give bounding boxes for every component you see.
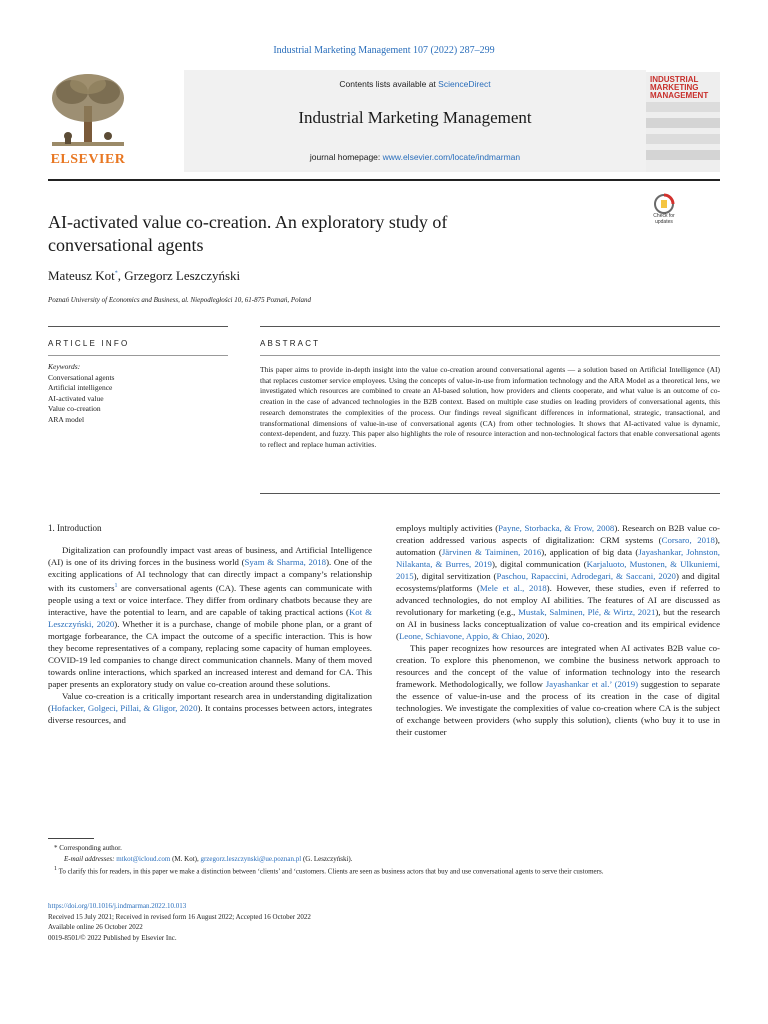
- header-rule: [48, 179, 720, 181]
- keyword-item: Value co-creation: [48, 404, 101, 413]
- journal-header: [48, 70, 720, 180]
- text-run: ). Whether it is a purchase, change of mobile phone plan, or a grant of mortgage forbearance, the CA impact the outcome of a specific interaction. This is how they become representatives of a company, replacing some capacity of human employees. COVID-19 led companies to change direct communication channels. Many of them moved towards online interactions, which sparked an increased interest and demand for CA. This paper presents an exploratory study on value co-creation around these solutions.: [48, 618, 372, 689]
- text-run: ).: [544, 631, 550, 641]
- author-list: [48, 268, 240, 284]
- journal-cover-thumbnail[interactable]: [646, 72, 720, 172]
- citation-link[interactable]: Leone, Schiavone, Appio, & Chiao, 2020: [398, 631, 545, 641]
- author-separator: ,: [117, 268, 125, 283]
- footnote-ref-link[interactable]: 1: [114, 583, 118, 589]
- citation-link[interactable]: Corsaro, 2018: [661, 535, 715, 545]
- citation-link[interactable]: Paschou, Rapaccini, Adrodegari, & Saccani, 2020: [496, 571, 676, 581]
- corresponding-author-mark[interactable]: *: [114, 270, 118, 277]
- homepage-prefix: journal homepage:: [309, 152, 383, 162]
- text-run: ), digital servitization (: [413, 571, 497, 581]
- text-run: Digitalization can profoundly impact vast areas of business, and Artificial Intelligence (AI) is one of its driving forces in the business world (: [48, 545, 372, 567]
- citation-link[interactable]: Jayashankar, Johnston, Nilakanta, & Burres, 2019: [396, 547, 720, 569]
- body-column-left: [48, 544, 372, 726]
- section-heading-introduction: 1. Introduction: [48, 523, 102, 533]
- email-link-kot[interactable]: mtkot@icloud.com: [116, 854, 171, 863]
- article-info-rule-top: [48, 326, 228, 327]
- journal-header-center: [184, 70, 646, 172]
- journal-title: Industrial Marketing Management: [298, 108, 532, 127]
- abstract-rule-top: [260, 326, 720, 327]
- footnote-1-mark: 1: [54, 866, 57, 872]
- elsevier-logo[interactable]: [48, 70, 128, 170]
- elsevier-tree-icon: [48, 70, 128, 152]
- text-run: ) and digital ecosystems/platforms (: [396, 571, 720, 593]
- check-updates-label: Check for updates: [653, 213, 675, 225]
- citation-link[interactable]: Mele et al., 2018: [479, 583, 547, 593]
- citation-link[interactable]: Kot & Leszczyński, 2020: [48, 606, 373, 629]
- available-online: Available online 26 October 2022: [48, 923, 143, 931]
- check-updates-icon: [646, 193, 682, 215]
- abstract-text: This paper aims to provide in-depth insight into the value co-creation around conversational agents — a solution based on Artificial Intelligence (AI) that replaces customer service employees. Using the concepts of value-in-use from information technology and the ARA Model as a theoretical lens, we investigated which resources are combined to create an AI-based solution, how providers and clients cooperate, and what value is an outcome of co-creation in the case of advanced technologies in the B2B context. Based on multiple case studies on leading providers of conversational agents, this research demonstrates the complexities of the process. Our findings reveal significant differences in informational, strategic, transactional, and transformational dimensions of value-in-use of conversational agents (CA) from other technologies. It shows that AI-activated value is dynamic, context-dependent, and fuzzy. This paper also highlights the role of resource interaction and non-technological factors that enable conversational agents to reflect and replace human activities.: [260, 365, 720, 449]
- article-title-line-2: conversational agents: [48, 235, 204, 255]
- doi-link[interactable]: https://doi.org/10.1016/j.indmarman.2022.10.013: [48, 902, 187, 910]
- publication-info: [48, 901, 720, 943]
- text-run: (G. Leszczyński).: [301, 854, 353, 863]
- citation-link[interactable]: Payne, Storbacka, & Frow, 2008: [498, 523, 615, 533]
- cover-title: INDUSTRIAL MARKETING MANAGEMENT: [650, 75, 709, 100]
- text-run: (M. Kot),: [170, 854, 201, 863]
- text-run: Corresponding author.: [57, 844, 122, 852]
- received-dates: Received 15 July 2021; Received in revised form 16 August 2022; Accepted 16 October 2022: [48, 912, 311, 921]
- text-run: ), application of big data (: [541, 547, 639, 557]
- body-column-right: [396, 522, 720, 738]
- text-run: ), but the research on AI in business lacks conceptualization of value co-creation and its empirical evidence (: [396, 607, 720, 641]
- email-label: E-mail addresses:: [64, 854, 117, 863]
- paragraph: [396, 522, 720, 642]
- copyright: 0019-8501/© 2022 Published by Elsevier Inc.: [48, 933, 177, 942]
- citation-link[interactable]: Mustak, Salminen, Plé, & Wirtz, 2021: [518, 607, 656, 617]
- text-run: are conversational agents (CA). These agents can communicate with people using a text or voice interface. They differ from ordinary chatbots because they are interactive, have the potential to learn, and are capable of taking practical actions (: [48, 582, 372, 617]
- elsevier-wordmark: ELSEVIER: [50, 152, 126, 167]
- cover-pattern-icon: [646, 98, 720, 172]
- citation-link[interactable]: Hofacker, Golgeci, Pillai, & Gligor, 2020: [50, 702, 198, 713]
- author-kot[interactable]: Mateusz Kot: [48, 268, 115, 283]
- article-title-line-1: AI-activated value co-creation. An exploratory study of: [48, 212, 448, 232]
- email-link-leszczynski[interactable]: grzegorz.leszczynski@ue.poznan.pl: [200, 854, 302, 863]
- text-run: ). However, these studies, even if referred to advanced technologies, do not employ AI abilities. The features of AI are discussed as revolutionary for marketing (e.g.,: [396, 583, 720, 617]
- citation-link[interactable]: Karjaluoto, Mustonen, & Ulkuniemi, 2015: [396, 559, 720, 581]
- text-run: employs multiply activities (: [396, 523, 499, 533]
- citation-link[interactable]: Järvinen & Taiminen, 2016: [441, 547, 542, 557]
- text-run: ), digital communication (: [491, 559, 587, 569]
- citation-link[interactable]: Syam & Sharma, 2018: [244, 557, 327, 567]
- keyword-item: ARA model: [48, 414, 85, 424]
- keyword-item: AI-activated value: [48, 393, 104, 403]
- footnote-rule: [48, 838, 94, 839]
- article-info-rule-mid: [48, 355, 228, 356]
- email-note: [48, 854, 720, 865]
- text-run: ), automation (: [396, 535, 720, 557]
- paragraph: [48, 690, 372, 726]
- text-run: suggestion to separate the essence of value-in-use and the process of its creation in the case of digital technologies. We investigate the complexities of value co-creation where CA is the subject of exchange between providers (who supply this solution), clients (who buy it to use in their customer: [396, 679, 721, 737]
- article-title: [48, 211, 608, 257]
- footnotes: [48, 843, 720, 877]
- text-run: Value co-creation is a critically important research area in understanding digitalization (: [48, 690, 372, 713]
- text-run: This paper recognizes how resources are integrated when AI activates B2B value co-creation. To explore this phenomenon, we combine the business network approach to resources and the concept of the value of information technology into the research framework. Methodologically, we follow: [396, 643, 720, 689]
- keyword-item: Conversational agents: [48, 372, 115, 382]
- keywords-block: [48, 362, 228, 425]
- paragraph: [396, 642, 720, 738]
- text-run: ). One of the exciting applications of AI technology that can directly impact a company’s relationship with its customers: [48, 557, 372, 593]
- author-leszczynski[interactable]: Grzegorz Leszczyński: [124, 268, 241, 283]
- abstract-rule-bottom: [260, 493, 720, 494]
- keyword-item: Artificial intelligence: [48, 383, 113, 392]
- article-info-heading: ARTICLE INFO: [48, 339, 130, 348]
- corresponding-author-note: [48, 843, 720, 854]
- text-run: ). Research on B2B value co-creation addressed various aspects of digitalization: CRM systems (: [396, 523, 720, 545]
- affiliation: Poznań University of Economics and Business, al. Niepodległości 10, 61-875 Poznań, Poland: [48, 296, 312, 304]
- check-for-updates-badge[interactable]: [646, 193, 682, 229]
- footnote-1: [48, 864, 720, 877]
- citation-link[interactable]: Jayashankar et al.’ (2019): [545, 679, 639, 689]
- contents-line: [184, 79, 646, 89]
- abstract-rule-mid: [260, 355, 720, 356]
- paragraph: [48, 544, 372, 690]
- journal-homepage-line: [184, 152, 646, 162]
- keywords-label: Keywords:: [48, 362, 81, 371]
- journal-reference[interactable]: Industrial Marketing Management 107 (2022) 287–299: [273, 45, 495, 56]
- sciencedirect-link[interactable]: ScienceDirect: [438, 79, 491, 89]
- text-run: ). It contains processes between actors, integrates diverse resources, and: [48, 702, 372, 725]
- text-run: To clarify this for readers, in this paper we make a distinction between ‘clients’ and ‘customers. Clients are seen as business actors that buy and use conversational agents to serve their customers.: [57, 867, 604, 876]
- corresponding-mark: *: [54, 844, 58, 852]
- abstract-heading: ABSTRACT: [260, 339, 321, 348]
- contents-prefix: Contents lists available at: [339, 79, 439, 89]
- journal-homepage-link[interactable]: www.elsevier.com/locate/indmarman: [382, 152, 521, 162]
